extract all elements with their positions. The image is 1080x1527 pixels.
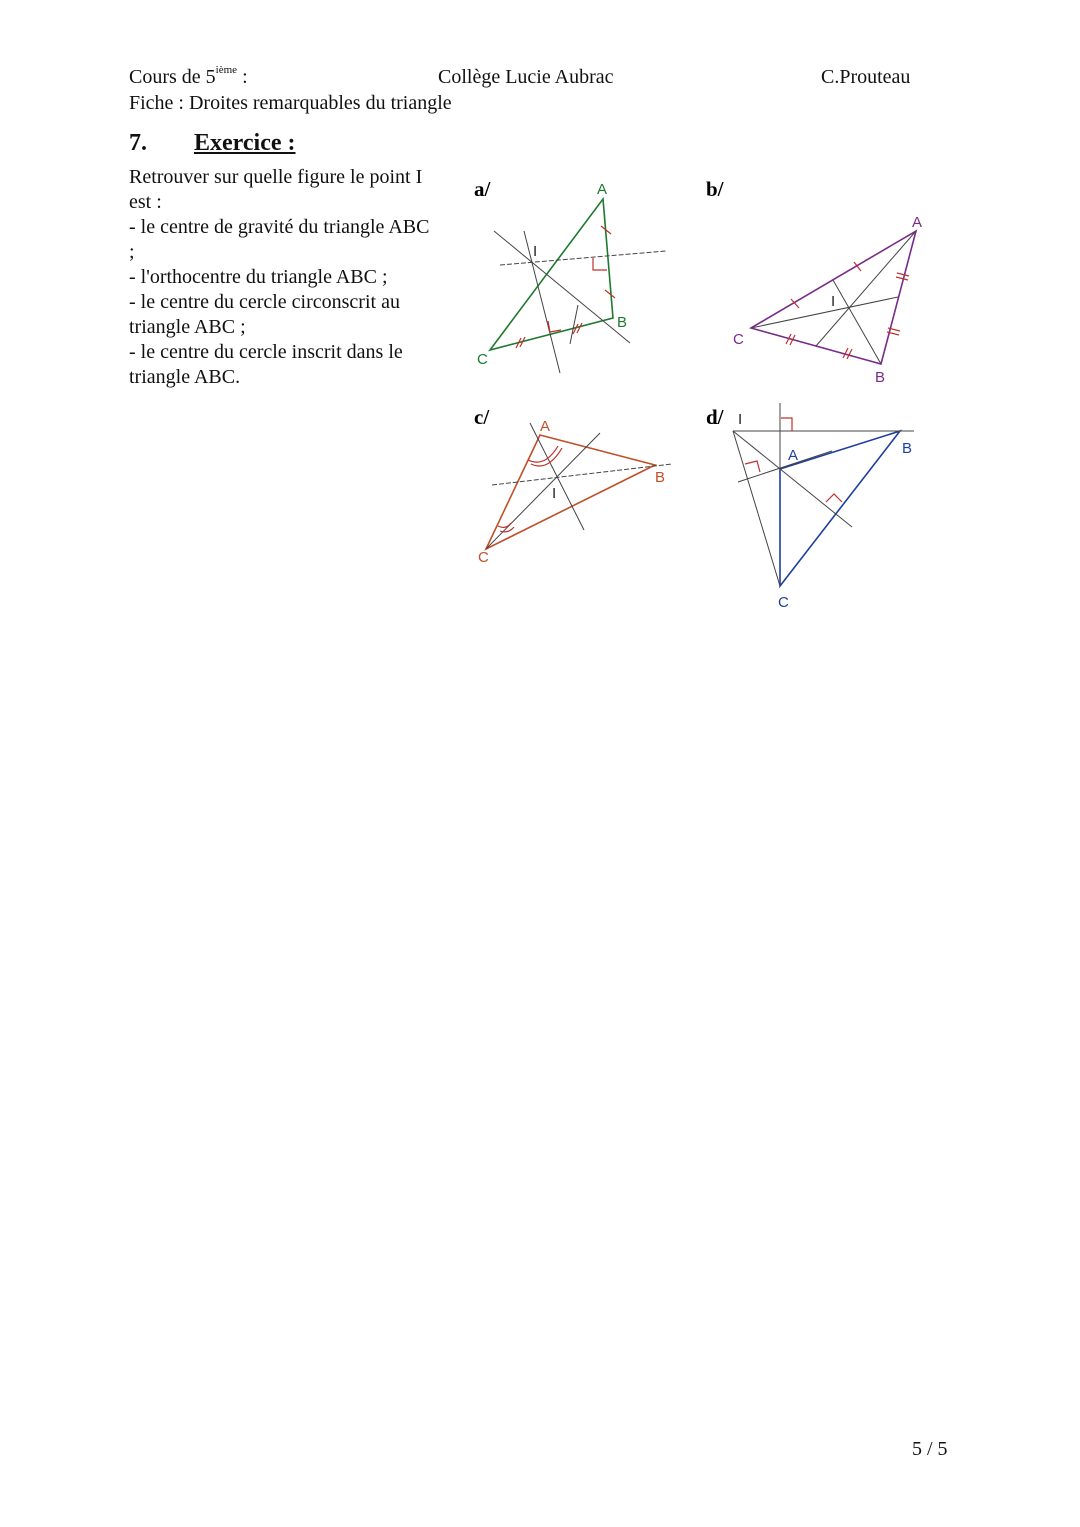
figures-canvas [0, 0, 1080, 640]
figure-c-label: c/ [474, 405, 490, 429]
figure-a-bisector-line [500, 251, 666, 265]
figure-c [474, 405, 672, 566]
figure-d-right-angle [745, 461, 760, 472]
figure-c-point-c: C [478, 549, 489, 566]
figure-a-triangle [490, 199, 613, 350]
figure-a-label: a/ [474, 177, 491, 201]
figure-a-right-angle [548, 321, 561, 332]
instructions-item-orthocenter: - l'orthocentre du triangle ABC ; [129, 266, 388, 288]
header-author: C.Prouteau [821, 66, 911, 88]
header-school: Collège Lucie Aubrac [438, 66, 614, 88]
figure-a-point-a: A [597, 181, 608, 198]
figure-d-point-c: C [778, 594, 789, 611]
figure-b-median [751, 297, 898, 328]
figure-c-point-a: A [540, 418, 551, 435]
page-number: 5 / 5 [912, 1438, 948, 1460]
figure-a [474, 177, 666, 373]
sheet-title: Fiche : Droites remarquables du triangle [129, 92, 452, 114]
instructions-item-circumcenter: - le centre du cercle circonscrit au triangle ABC ; [129, 291, 400, 338]
figure-d-line [738, 451, 832, 482]
figure-d-point-i: I [738, 411, 743, 428]
section-title: Exercice : [194, 130, 296, 156]
instructions-intro: Retrouver sur quelle figure le point I est : [129, 166, 423, 213]
figure-b-median [833, 280, 881, 364]
figure-d-right-angle [781, 418, 792, 431]
figure-d-point-b: B [902, 440, 913, 457]
figure-a-right-angle [593, 258, 607, 270]
figure-a-line [524, 231, 560, 373]
figure-b-label: b/ [706, 177, 724, 201]
figure-a-point-i: I [533, 243, 538, 260]
section-number: 7. [129, 130, 147, 156]
figure-c-angle-mark [531, 448, 562, 466]
figure-c-angle-mark [498, 523, 511, 527]
header-course: Cours de 5ième : [129, 64, 248, 88]
figure-c-bisector-line [492, 464, 672, 485]
figure-b-point-a: A [912, 214, 923, 231]
instructions-item-centroid: - le centre de gravité du triangle ABC ; [129, 216, 430, 263]
figure-d [706, 403, 914, 611]
figure-b [706, 177, 922, 386]
figure-c-triangle [486, 435, 655, 549]
instructions-item-incenter: - le centre du cercle inscrit dans le triangle ABC. [129, 341, 403, 388]
figure-b-tick [896, 277, 908, 280]
figure-d-point-a: A [788, 447, 799, 464]
figure-c-point-b: B [655, 469, 666, 486]
figure-b-point-b: B [875, 369, 886, 386]
figure-a-line [570, 305, 578, 344]
figure-a-point-c: C [477, 351, 488, 368]
figure-b-tick [897, 273, 909, 276]
figure-d-right-angle [826, 494, 842, 502]
figure-b-point-c: C [733, 331, 744, 348]
figure-d-altitude [733, 431, 852, 527]
figure-a-point-b: B [617, 314, 628, 331]
figure-d-altitude [733, 431, 780, 586]
figure-d-label: d/ [706, 405, 724, 429]
figure-c-point-i: I [552, 485, 557, 502]
figure-b-point-i: I [831, 293, 836, 310]
